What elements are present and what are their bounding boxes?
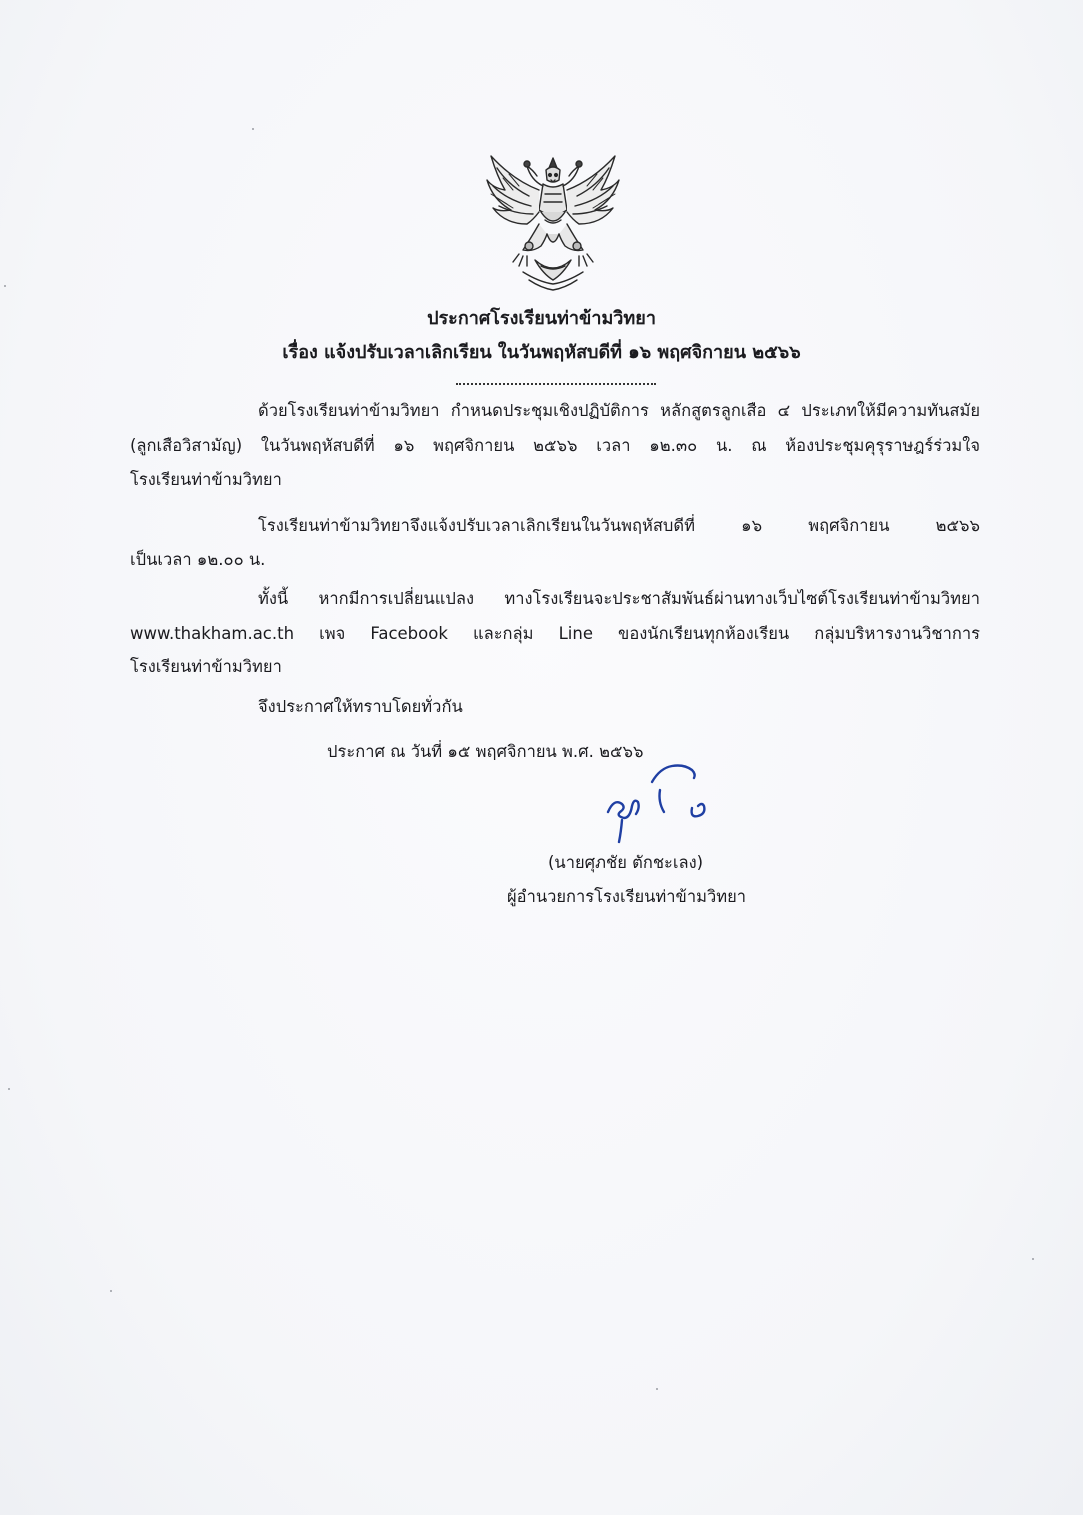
paper-speck bbox=[1032, 1258, 1034, 1260]
announcement-subject: เรื่อง แจ้งปรับเวลาเลิกเรียน ในวันพฤหัสบดีที่ ๑๖ พฤศจิกายน ๒๕๖๖ bbox=[282, 342, 801, 363]
signatory-position: ผู้อำนวยการโรงเรียนท่าข้ามวิทยา bbox=[507, 887, 747, 906]
paper-speck bbox=[252, 128, 254, 130]
signatory-name: (นายศุภชัย ตักชะเลง) bbox=[548, 853, 704, 872]
announcement-date: ประกาศ ณ วันที่ ๑๕ พฤศจิกายน พ.ศ. ๒๕๖๖ bbox=[327, 742, 644, 761]
announcement-title: ประกาศโรงเรียนท่าข้ามวิทยา bbox=[427, 308, 656, 329]
paragraph-1-line-2: (ลูกเสือวิสามัญ) ในวันพฤหัสบดีที่ ๑๖ พฤศจิกายน ๒๕๖๖ เวลา ๑๒.๓๐ น. ณ ห้องประชุมคุรุราษฎร์ร่วมใจ bbox=[130, 436, 980, 455]
garuda-emblem-icon bbox=[483, 150, 623, 292]
paragraph-1-line-1: ด้วยโรงเรียนท่าข้ามวิทยา กำหนดประชุมเชิงปฏิบัติการ หลักสูตรลูกเสือ ๔ ประเภทให้มีความทันสมัย bbox=[258, 401, 980, 420]
paragraph-3-line-3: โรงเรียนท่าข้ามวิทยา bbox=[130, 657, 282, 676]
handwritten-signature bbox=[600, 762, 720, 844]
closing-statement: จึงประกาศให้ทราบโดยทั่วกัน bbox=[258, 697, 463, 716]
paper-speck bbox=[4, 285, 6, 287]
paragraph-1-line-3: โรงเรียนท่าข้ามวิทยา bbox=[130, 470, 282, 489]
paper-speck bbox=[656, 1388, 658, 1390]
paper-speck bbox=[8, 1088, 10, 1090]
paragraph-3-line-1: ทั้งนี้ หากมีการเปลี่ยนแปลง ทางโรงเรียนจะประชาสัมพันธ์ผ่านทางเว็บไซต์โรงเรียนท่าข้ามวิทยา bbox=[258, 589, 980, 608]
paragraph-2-line-2: เป็นเวลา ๑๒.๐๐ น. bbox=[130, 550, 266, 569]
paragraph-2-line-1: โรงเรียนท่าข้ามวิทยาจึงแจ้งปรับเวลาเลิกเรียนในวันพฤหัสบดีที่ ๑๖ พฤศจิกายน ๒๕๖๖ bbox=[258, 516, 980, 535]
dotted-separator bbox=[456, 383, 656, 385]
paragraph-3-line-2: www.thakham.ac.th เพจ Facebook และกลุ่ม Line ของนักเรียนทุกห้องเรียน กลุ่มบริหารงานวิชาการ bbox=[130, 624, 980, 643]
paper-speck bbox=[110, 1290, 112, 1292]
